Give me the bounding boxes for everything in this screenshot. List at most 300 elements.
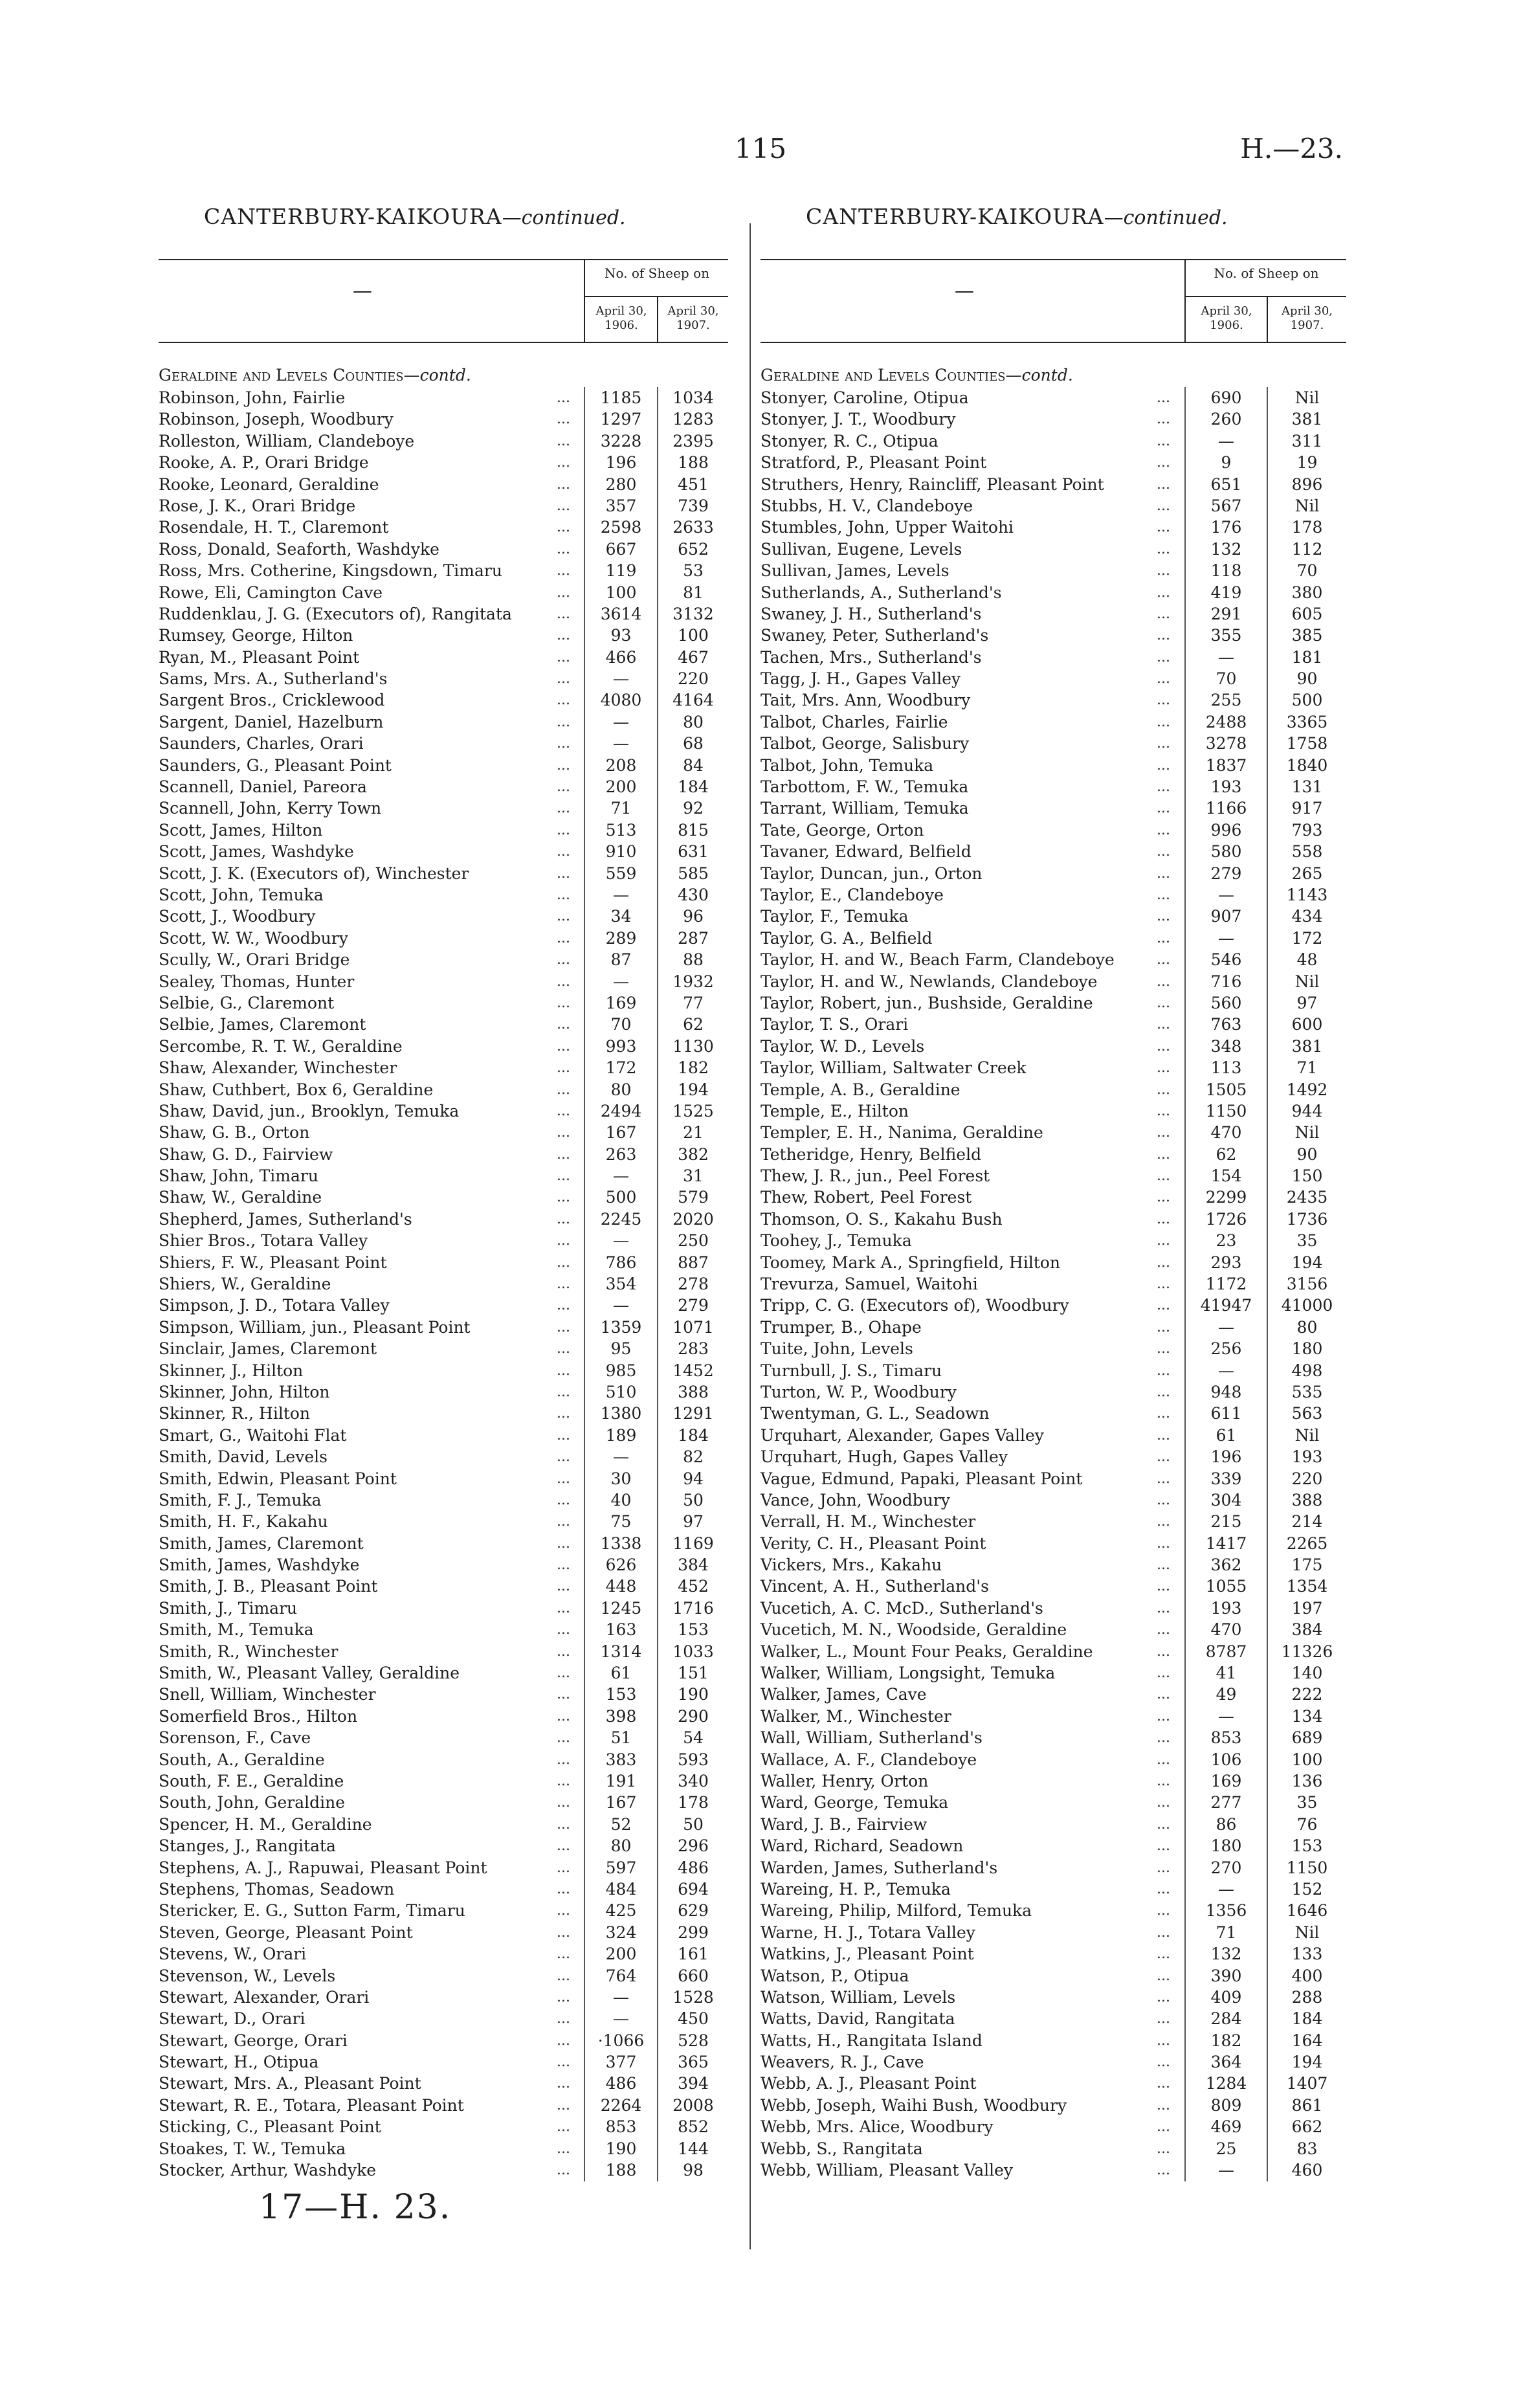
sheep-count-1906: 280 — [605, 474, 637, 494]
table-row — [760, 452, 1346, 473]
table-row — [159, 1338, 728, 1359]
sheep-count-1907: 76 — [1296, 1814, 1318, 1834]
sheep-count-1906: — — [1218, 431, 1234, 451]
table-row — [760, 517, 1346, 538]
table-row — [159, 971, 728, 992]
owner-name-address: Watkins, J., Pleasant Point — [760, 1945, 974, 1964]
sheep-count-1907: 68 — [683, 734, 704, 753]
sheep-count-1906: 1417 — [1205, 1533, 1247, 1553]
table-row — [760, 863, 1346, 884]
table-row — [760, 949, 1346, 970]
table-row — [159, 1987, 728, 2008]
sheep-count-1907: 579 — [678, 1188, 709, 1207]
sheep-count-1907: 182 — [678, 1058, 709, 1078]
sheep-count-1907: 31 — [683, 1166, 704, 1186]
sheep-count-1906: 163 — [605, 1620, 637, 1640]
owner-name-address: Sutherlands, A., Sutherland's — [760, 583, 1002, 602]
owner-name-address: Thew, Robert, Peel Forest — [760, 1188, 972, 1207]
sheep-count-1907: 100 — [678, 626, 709, 645]
owner-name-address: Talbot, John, Temuka — [760, 755, 934, 775]
sheep-count-1906: 786 — [605, 1253, 637, 1272]
leader-dots: ... — [557, 1643, 570, 1660]
owner-name-address: Smith, J., Timaru — [159, 1598, 298, 1618]
owner-name-address: Saunders, Charles, Orari — [159, 734, 364, 753]
sheep-count-1907: 1407 — [1286, 2074, 1328, 2093]
owner-name-address: Tarbottom, F. W., Temuka — [760, 777, 969, 797]
sheep-count-1906: 86 — [1216, 1814, 1237, 1834]
table-row — [760, 1144, 1346, 1165]
table-row — [159, 2051, 728, 2073]
sheep-count-1907: 689 — [1291, 1728, 1323, 1748]
sheep-count-1907: 194 — [678, 1080, 709, 1099]
sheep-count-1906: 41947 — [1200, 1296, 1252, 1315]
owner-name-address: Stonyer, R. C., Otipua — [760, 431, 938, 451]
sheep-count-1907: 593 — [678, 1750, 709, 1769]
owner-name-address: Taylor, E., Clandeboye — [760, 885, 944, 904]
owner-name-address: Sticking, C., Pleasant Point — [159, 2117, 381, 2137]
leader-dots: ... — [557, 930, 570, 946]
table-row — [159, 1511, 728, 1532]
sheep-count-1907: 340 — [678, 1772, 709, 1790]
sheep-count-1907: 250 — [678, 1231, 709, 1251]
sheep-count-1906: 1726 — [1205, 1209, 1247, 1229]
sheep-count-1906: 853 — [605, 2117, 637, 2137]
sheep-count-1906: 1245 — [600, 1598, 642, 1618]
table-row — [760, 1835, 1346, 1856]
sheep-count-1906: 1356 — [1205, 1901, 1247, 1921]
sheep-count-1907: 486 — [678, 1858, 709, 1877]
sheep-count-1906: 2494 — [600, 1101, 642, 1120]
table-row — [159, 1100, 728, 1122]
owner-name-address: Vague, Edmund, Papaki, Pleasant Point — [760, 1469, 1083, 1488]
owner-name-address: Temple, E., Hilton — [760, 1101, 909, 1120]
owner-name-address: Talbot, Charles, Fairlie — [760, 712, 948, 731]
sheep-count-1906: 398 — [605, 1706, 637, 1726]
table-row — [159, 884, 728, 906]
table-row — [159, 1468, 728, 1489]
sheep-count-1906: 559 — [605, 864, 637, 883]
sheep-count-1906: 2488 — [1205, 712, 1247, 731]
table-row — [159, 1900, 728, 1921]
table-row — [159, 1965, 728, 1987]
leader-dots: ... — [1157, 411, 1170, 428]
leader-dots: ... — [1157, 800, 1170, 817]
left-column-title — [204, 204, 626, 229]
table-row — [159, 1922, 728, 1943]
owner-name-address: Webb, Mrs. Alice, Woodbury — [760, 2117, 994, 2137]
owner-name-address: Robinson, Joseph, Woodbury — [159, 410, 394, 429]
leader-dots: ... — [557, 1168, 570, 1185]
owner-name-address: Shiers, F. W., Pleasant Point — [159, 1253, 387, 1272]
leader-dots: ... — [557, 1989, 570, 2005]
sheep-count-1906: 270 — [1210, 1858, 1242, 1877]
leader-dots: ... — [1157, 1341, 1170, 1357]
sheep-count-1907: 62 — [683, 1015, 704, 1034]
table-row — [159, 1403, 728, 1424]
table-row — [760, 2138, 1346, 2159]
table-row — [159, 1943, 728, 1965]
table-row — [159, 1187, 728, 1208]
sheep-count-1907: 220 — [678, 669, 709, 689]
sheep-count-1907: 214 — [1291, 1512, 1323, 1532]
table-row — [760, 1987, 1346, 2008]
leader-dots: ... — [1157, 713, 1170, 730]
table-row — [159, 841, 728, 862]
sheep-count-1907: 100 — [1291, 1750, 1323, 1769]
sheep-count-1907: 180 — [1291, 1339, 1323, 1359]
table-row — [760, 1122, 1346, 1143]
owner-name-address: Sams, Mrs. A., Sutherland's — [159, 669, 388, 689]
owner-name-address: Stocker, Arthur, Washdyke — [159, 2161, 377, 2180]
sheep-count-1907: 450 — [678, 2009, 709, 2029]
owner-name-address: Smith, Edwin, Pleasant Point — [159, 1469, 397, 1488]
owner-name-address: Walker, James, Cave — [760, 1685, 927, 1704]
sheep-count-1906: 546 — [1210, 950, 1242, 970]
sheep-count-1906: 1380 — [600, 1404, 642, 1423]
table-row — [760, 733, 1346, 754]
owner-name-address: Vance, John, Woodbury — [760, 1490, 950, 1510]
sheep-count-1907: 2395 — [672, 431, 714, 451]
sheep-count-1907: 382 — [678, 1144, 709, 1164]
leader-dots: ... — [557, 1946, 570, 1963]
leader-dots: ... — [557, 432, 570, 449]
table-row — [760, 2116, 1346, 2137]
sheep-count-1906: 284 — [1210, 2009, 1242, 2029]
sheep-count-1907: 1736 — [1286, 1209, 1328, 1229]
leader-dots: ... — [557, 605, 570, 622]
sheep-count-1906: 80 — [610, 1080, 632, 1099]
leader-dots: ... — [1157, 2054, 1170, 2071]
column-divider — [749, 223, 751, 2249]
header-col1-1906: April 30, 1906. — [595, 304, 647, 332]
sheep-count-1907: 1033 — [672, 1642, 714, 1661]
leader-dots: ... — [1157, 1146, 1170, 1163]
sheep-count-1906: 153 — [605, 1685, 637, 1704]
sheep-count-1906: 2299 — [1205, 1188, 1247, 1207]
owner-name-address: Ross, Mrs. Cotherine, Kingsdown, Timaru — [159, 561, 502, 581]
table-row — [760, 1209, 1346, 1230]
sheep-count-1906: 1055 — [1205, 1577, 1247, 1596]
owner-name-address: South, John, Geraldine — [159, 1793, 346, 1812]
table-row — [159, 603, 728, 625]
sheep-count-1906: 80 — [610, 1836, 632, 1856]
right-section-heading: Geraldine and Levels Counties—contd. — [760, 366, 1073, 385]
sheep-count-1907: 80 — [683, 712, 704, 731]
sheep-count-1906: 567 — [1210, 496, 1242, 515]
owner-name-address: Rooke, A. P., Orari Bridge — [159, 453, 369, 473]
table-row — [159, 430, 728, 452]
owner-name-address: Stewart, R. E., Totara, Pleasant Point — [159, 2095, 464, 2115]
sheep-count-1907: 1492 — [1286, 1080, 1328, 1099]
leader-dots: ... — [1157, 2032, 1170, 2049]
table-row — [760, 992, 1346, 1014]
table-row — [760, 1014, 1346, 1035]
sheep-count-1906: 500 — [605, 1188, 637, 1207]
sheep-count-1907: 279 — [678, 1296, 709, 1315]
owner-name-address: Warne, H. J., Totara Valley — [760, 1923, 975, 1942]
header-top-rule — [159, 259, 728, 260]
table-row — [760, 1619, 1346, 1640]
table-row — [159, 1814, 728, 1835]
leader-dots: ... — [1157, 994, 1170, 1011]
sheep-count-1906: 763 — [1210, 1015, 1242, 1034]
leader-dots: ... — [557, 411, 570, 428]
sheep-count-1906: 61 — [1216, 1425, 1237, 1445]
table-row — [159, 2159, 728, 2181]
sheep-count-1906: 2598 — [600, 518, 642, 537]
sheep-count-1907: 50 — [683, 1814, 704, 1834]
table-row — [760, 2095, 1346, 2116]
sheep-count-1906: 611 — [1210, 1404, 1242, 1423]
leader-dots: ... — [1157, 1946, 1170, 1963]
sheep-count-1907: 164 — [1291, 2031, 1323, 2050]
right-sheep-list — [760, 387, 1346, 2181]
sheep-count-1906: — — [1218, 2161, 1234, 2180]
sheep-count-1907: 2265 — [1286, 1533, 1328, 1553]
sheep-count-1907: 1528 — [672, 1987, 714, 2007]
owner-name-address: South, A., Geraldine — [159, 1750, 325, 1769]
sheep-count-1907: 54 — [683, 1728, 704, 1748]
sheep-count-1907: 1283 — [672, 410, 714, 429]
sheep-count-1906: 188 — [605, 2161, 637, 2180]
sheep-count-1906: 154 — [1210, 1166, 1242, 1186]
leader-dots: ... — [557, 519, 570, 536]
sheep-count-1906: 93 — [610, 626, 632, 645]
sheep-count-1907: 452 — [678, 1577, 709, 1596]
leader-dots: ... — [557, 1924, 570, 1941]
owner-name-address: Shiers, W., Geraldine — [159, 1275, 331, 1294]
owner-name-address: Taylor, William, Saltwater Creek — [760, 1058, 1027, 1078]
sheep-count-1906: 324 — [605, 1923, 637, 1942]
header-divider — [1184, 259, 1186, 343]
sheep-count-1906: 4080 — [600, 691, 642, 710]
header-group-label: No. of Sheep on — [1214, 265, 1319, 281]
table-row — [760, 1360, 1346, 1381]
leader-dots: ... — [1157, 1880, 1170, 1897]
sheep-count-1907: 188 — [678, 453, 709, 473]
leader-dots: ... — [1157, 2097, 1170, 2113]
owner-name-address: Sargent Bros., Cricklewood — [159, 691, 385, 710]
sheep-count-1907: 296 — [678, 1836, 709, 1856]
leader-dots: ... — [557, 1102, 570, 1119]
owner-name-address: Urquhart, Hugh, Gapes Valley — [760, 1447, 1008, 1467]
table-row — [760, 539, 1346, 560]
leader-dots: ... — [557, 1405, 570, 1422]
sheep-count-1907: 153 — [1291, 1836, 1323, 1856]
owner-name-address: Walker, L., Mount Four Peaks, Geraldine — [760, 1642, 1093, 1661]
leader-dots: ... — [557, 2119, 570, 2135]
owner-name-address: Ward, J. B., Fairview — [760, 1814, 927, 1834]
sheep-count-1906: 182 — [1210, 2031, 1242, 2050]
table-row — [760, 1489, 1346, 1511]
table-row — [159, 647, 728, 668]
leader-dots: ... — [557, 2075, 570, 2092]
sheep-count-1906: 52 — [610, 1814, 632, 1834]
sheep-count-1906: 484 — [605, 1879, 637, 1899]
sheep-count-1907: 896 — [1291, 474, 1323, 494]
leader-dots: ... — [557, 1427, 570, 1444]
sheep-count-1906: 75 — [610, 1512, 632, 1532]
sheep-count-1907: 287 — [678, 928, 709, 948]
sheep-count-1907: 96 — [683, 907, 704, 926]
left-title-text: CANTERBURY-KAIKOURA — [204, 204, 502, 229]
sheep-count-1906: 49 — [1216, 1685, 1237, 1704]
sheep-count-1907: 467 — [678, 647, 709, 667]
leader-dots: ... — [1157, 952, 1170, 968]
sheep-count-1906: 263 — [605, 1144, 637, 1164]
table-row — [159, 1425, 728, 1446]
owner-name-address: Shaw, W., Geraldine — [159, 1188, 322, 1207]
sheep-count-1906: 339 — [1210, 1469, 1242, 1488]
sheep-count-1906: 470 — [1210, 1123, 1242, 1143]
sheep-count-1906: — — [613, 2009, 629, 2029]
table-row — [760, 1684, 1346, 1705]
leader-dots: ... — [1157, 1189, 1170, 1206]
sheep-count-1907: 133 — [1291, 1945, 1323, 1964]
sheep-count-1906: 996 — [1210, 820, 1242, 840]
table-row — [760, 668, 1346, 689]
sheep-count-1907: 178 — [678, 1793, 709, 1812]
table-row — [760, 1922, 1346, 1943]
sheep-count-1907: 220 — [1291, 1469, 1323, 1488]
sheep-count-1906: 277 — [1210, 1793, 1242, 1812]
sheep-count-1906: 169 — [605, 993, 637, 1012]
table-row — [159, 1036, 728, 1057]
table-row — [159, 452, 728, 473]
leader-dots: ... — [1157, 1449, 1170, 1466]
sheep-count-1906: 364 — [1210, 2053, 1242, 2072]
sheep-count-1907: 222 — [1291, 1685, 1323, 1704]
table-row — [159, 2073, 728, 2094]
owner-name-address: Thomson, O. S., Kakahu Bush — [760, 1209, 1003, 1229]
sheep-count-1907: 660 — [678, 1966, 709, 1985]
table-row — [159, 539, 728, 560]
owner-name-address: Snell, William, Winchester — [159, 1685, 376, 1704]
sheep-count-1907: 2008 — [672, 2095, 714, 2115]
leader-dots: ... — [557, 1189, 570, 1206]
leader-dots: ... — [1157, 2119, 1170, 2135]
leader-dots: ... — [1157, 1276, 1170, 1293]
owner-name-address: Shaw, David, jun., Brooklyn, Temuka — [159, 1101, 460, 1120]
leader-dots: ... — [557, 2011, 570, 2027]
sheep-count-1907: 90 — [1296, 1144, 1318, 1164]
sheep-count-1906: 985 — [605, 1361, 637, 1380]
table-row — [760, 797, 1346, 819]
leader-dots: ... — [1157, 1102, 1170, 1119]
sheep-count-1906: 289 — [605, 928, 637, 948]
sheep-count-1906: 196 — [605, 453, 637, 473]
sheep-count-1906: 910 — [605, 842, 637, 862]
sheep-count-1906: 1297 — [600, 410, 642, 429]
leader-dots: ... — [1157, 1405, 1170, 1422]
owner-name-address: Watts, David, Rangitata — [760, 2009, 955, 2029]
sheep-count-1906: 132 — [1210, 539, 1242, 559]
table-row — [159, 1489, 728, 1511]
sheep-count-1906: — — [1218, 1706, 1234, 1726]
table-row — [159, 1144, 728, 1165]
owner-name-address: Scott, J., Woodbury — [159, 907, 316, 926]
table-row — [760, 1857, 1346, 1878]
table-row — [159, 819, 728, 841]
owner-name-address: Vickers, Mrs., Kakahu — [760, 1555, 942, 1575]
leader-dots: ... — [1157, 519, 1170, 536]
owner-name-address: Toomey, Mark A., Springfield, Hilton — [760, 1253, 1061, 1272]
sheep-count-1907: 35 — [1296, 1231, 1318, 1251]
owner-name-address: Smith, H. F., Kakahu — [159, 1512, 328, 1532]
table-row — [159, 1619, 728, 1640]
table-row — [760, 495, 1346, 517]
owner-name-address: Steven, George, Pleasant Point — [159, 1923, 413, 1942]
sheep-count-1907: 134 — [1291, 1706, 1323, 1726]
sheep-count-1906: 113 — [1210, 1058, 1242, 1078]
sheep-count-1906: 809 — [1210, 2095, 1242, 2115]
sheep-count-1906: 466 — [605, 647, 637, 667]
leader-dots: ... — [1157, 1600, 1170, 1616]
sheep-count-1906: 304 — [1210, 1490, 1242, 1510]
table-row — [760, 1965, 1346, 1987]
owner-name-address: Tetheridge, Henry, Belfield — [760, 1144, 982, 1164]
leader-dots: ... — [557, 865, 570, 882]
owner-name-address: Tait, Mrs. Ann, Woodbury — [760, 691, 971, 710]
leader-dots: ... — [1157, 497, 1170, 514]
leader-dots: ... — [557, 1880, 570, 1897]
leader-dots: ... — [557, 1859, 570, 1876]
sheep-count-1906: — — [613, 1231, 629, 1251]
sheep-count-1906: 191 — [605, 1772, 637, 1790]
sheep-count-1907: 793 — [1291, 820, 1323, 840]
sheep-count-1907: 265 — [1291, 864, 1323, 883]
table-row — [159, 2116, 728, 2137]
table-row — [159, 797, 728, 819]
owner-name-address: Stumbles, John, Upper Waitohi — [760, 518, 1014, 537]
leader-dots: ... — [557, 454, 570, 471]
sheep-count-1906: 560 — [1210, 993, 1242, 1012]
leader-dots: ... — [557, 1622, 570, 1638]
owner-name-address: Smith, M., Temuka — [159, 1620, 314, 1640]
sheep-count-1906: 180 — [1210, 1836, 1242, 1856]
sheep-count-1907: 77 — [683, 993, 704, 1012]
sheep-count-1907: 194 — [1291, 2053, 1323, 2072]
sheep-count-1906: 200 — [605, 777, 637, 797]
table-row — [159, 582, 728, 603]
owner-name-address: Smith, James, Claremont — [159, 1533, 364, 1553]
table-row — [159, 408, 728, 430]
leader-dots: ... — [557, 735, 570, 752]
sheep-count-1906: 907 — [1210, 907, 1242, 926]
leader-dots: ... — [557, 2140, 570, 2157]
owner-name-address: Stewart, H., Otipua — [159, 2053, 319, 2072]
sheep-count-1907: 71 — [1296, 1058, 1318, 1078]
owner-name-address: Urquhart, Alexander, Gapes Valley — [760, 1425, 1044, 1445]
leader-dots: ... — [557, 800, 570, 817]
table-row — [760, 1338, 1346, 1359]
sheep-count-1906: 8787 — [1205, 1642, 1247, 1661]
sheep-count-1907: 2435 — [1286, 1188, 1328, 1207]
leader-dots: ... — [1157, 1924, 1170, 1941]
sheep-count-1906: — — [613, 972, 629, 991]
table-row — [760, 582, 1346, 603]
sheep-count-1907: 815 — [678, 820, 709, 840]
owner-name-address: Webb, A. J., Pleasant Point — [760, 2074, 977, 2093]
table-row — [159, 668, 728, 689]
owner-name-address: Taylor, W. D., Levels — [760, 1036, 925, 1056]
sheep-count-1907: 299 — [678, 1923, 709, 1942]
sheep-count-1907: 434 — [1291, 907, 1323, 926]
table-row — [159, 949, 728, 970]
sheep-count-1906: 118 — [1210, 561, 1242, 581]
owner-name-address: Wallace, A. F., Clandeboye — [760, 1750, 977, 1769]
leader-dots: ... — [557, 973, 570, 990]
